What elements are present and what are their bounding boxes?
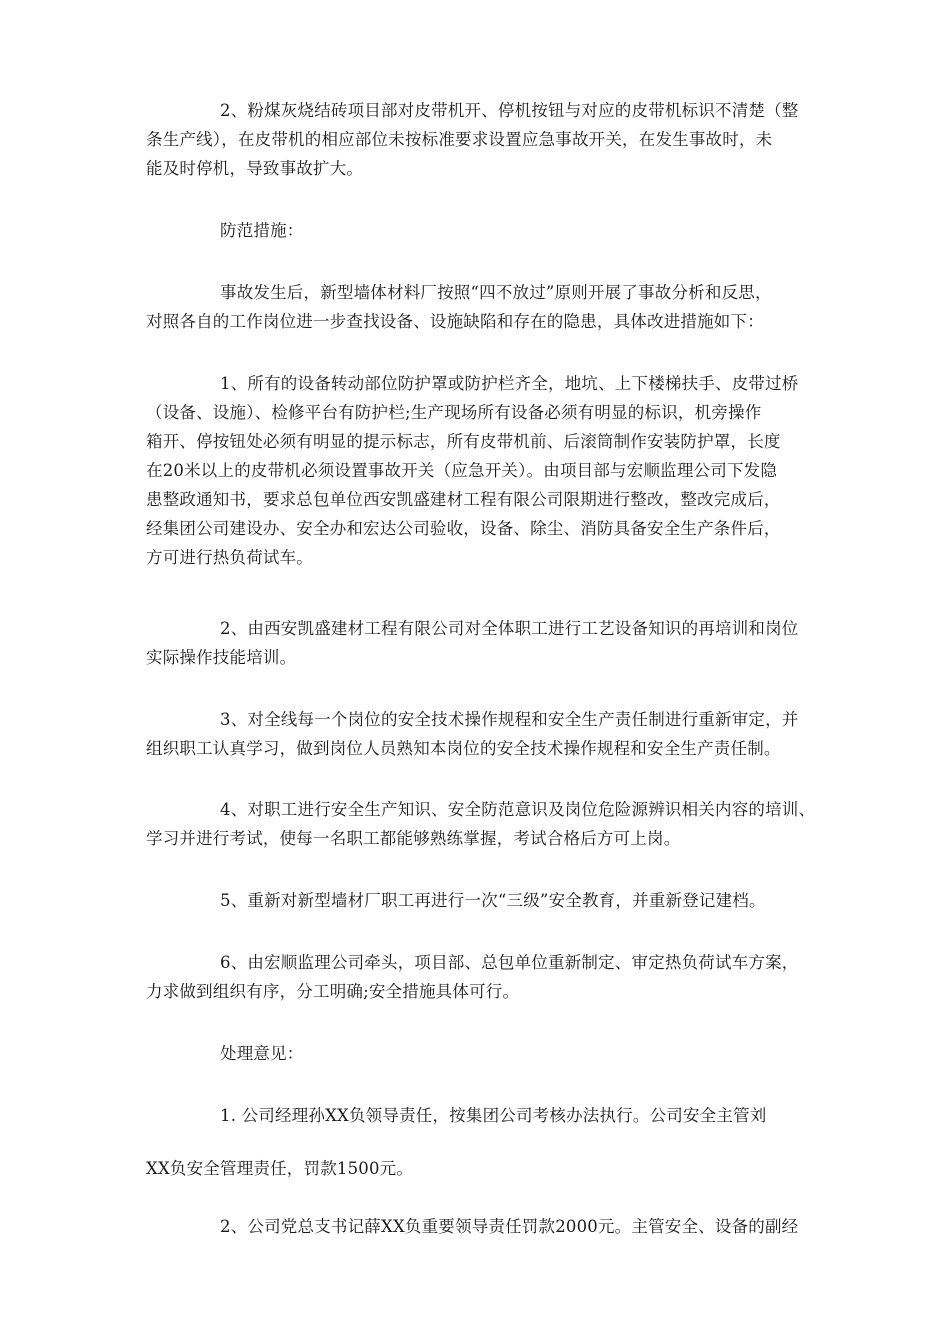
paragraph-belt-button-issue	[146, 96, 846, 183]
text-line: 3、对全线每一个岗位的安全技术操作规程和安全生产责任制进行重新审定，并	[220, 710, 799, 729]
text-line: 4、对职工进行安全生产知识、安全防范意识及岗位危险源辨识相关内容的培训、	[220, 800, 816, 819]
handling-opinions-heading	[146, 1039, 846, 1068]
text-line: XX负安全管理责任，罚款1500元。	[146, 1159, 414, 1178]
text-line: 实际操作技能培训。	[146, 648, 297, 667]
paragraph-measure-2	[146, 614, 846, 672]
text-line: 在20米以上的皮带机必须设置事故开关（应急开关）。由项目部与宏顺监理公司下发隐	[146, 461, 778, 480]
text-line: 6、由宏顺监理公司牵头，项目部、总包单位重新制定、审定热负荷试车方案，	[220, 953, 799, 972]
text-line: 箱开、停按钮处必须有明显的提示标志，所有皮带机前、后滚筒制作安装防护罩，长度	[146, 432, 781, 451]
text-line: 2、粉煤灰烧结砖项目部对皮带机开、停机按钮与对应的皮带机标识不清楚（整	[220, 101, 799, 120]
text-line: （设备、设施）、检修平台有防护栏;生产现场所有设备必须有明显的标识，机旁操作	[146, 403, 762, 422]
text-line: 1. 公司经理孙XX负领导责任，按集团公司考核办法执行。公司安全主管刘	[220, 1106, 767, 1125]
paragraph-measure-4	[146, 795, 846, 853]
paragraph-handling-1	[146, 1101, 846, 1130]
text-line: 能及时停机，导致事故扩大。	[146, 159, 364, 178]
text-line: 对照各自的工作岗位进一步查找设备、设施缺陷和存在的隐患，具体改进措施如下：	[146, 312, 764, 331]
text-line: 事故发生后，新型墙体材料厂按照“四不放过”原则开展了事故分析和反思，	[220, 283, 772, 302]
text-line: 学习并进行考试，使每一名职工都能够熟练掌握，考试合格后方可上岗。	[146, 829, 681, 848]
text-line: 防范措施：	[220, 221, 304, 240]
text-line: 组织职工认真学习，做到岗位人员熟知本岗位的安全技术操作规程和安全生产责任制。	[146, 739, 781, 758]
paragraph-measure-1	[146, 369, 846, 572]
text-line: 患整政通知书，要求总包单位西安凯盛建材工程有限公司限期进行整改，整改完成后，	[146, 490, 781, 509]
paragraph-measure-5	[146, 886, 846, 915]
paragraph-handling-2	[146, 1212, 846, 1241]
paragraph-handling-1-continued	[146, 1154, 846, 1183]
paragraph-measure-3	[146, 705, 846, 763]
text-line: 5、重新对新型墙材厂职工再进行一次“三级”安全教育，并重新登记建档。	[220, 891, 766, 910]
text-line: 条生产线），在皮带机的相应部位未按标准要求设置应急事故开关，在发生事故时，未	[146, 130, 773, 149]
text-line: 1、所有的设备转动部位防护罩或防护栏齐全，地坑、上下楼梯扶手、皮带过桥	[220, 374, 799, 393]
text-line: 2、由西安凯盛建材工程有限公司对全体职工进行工艺设备知识的再培训和岗位	[220, 619, 799, 638]
text-line: 2、公司党总支书记薛XX负重要领导责任罚款2000元。主管安全、设备的副经	[220, 1217, 799, 1236]
text-line: 力求做到组织有序，分工明确;安全措施具体可行。	[146, 982, 520, 1001]
paragraph-after-accident	[146, 278, 846, 336]
paragraph-measure-6	[146, 948, 846, 1006]
prevention-measures-heading	[146, 216, 846, 245]
text-line: 处理意见：	[220, 1044, 304, 1063]
text-line: 经集团公司建设办、安全办和宏达公司验收，设备、除尘、消防具备安全生产条件后，	[146, 519, 781, 538]
text-line: 方可进行热负荷试车。	[146, 548, 313, 567]
